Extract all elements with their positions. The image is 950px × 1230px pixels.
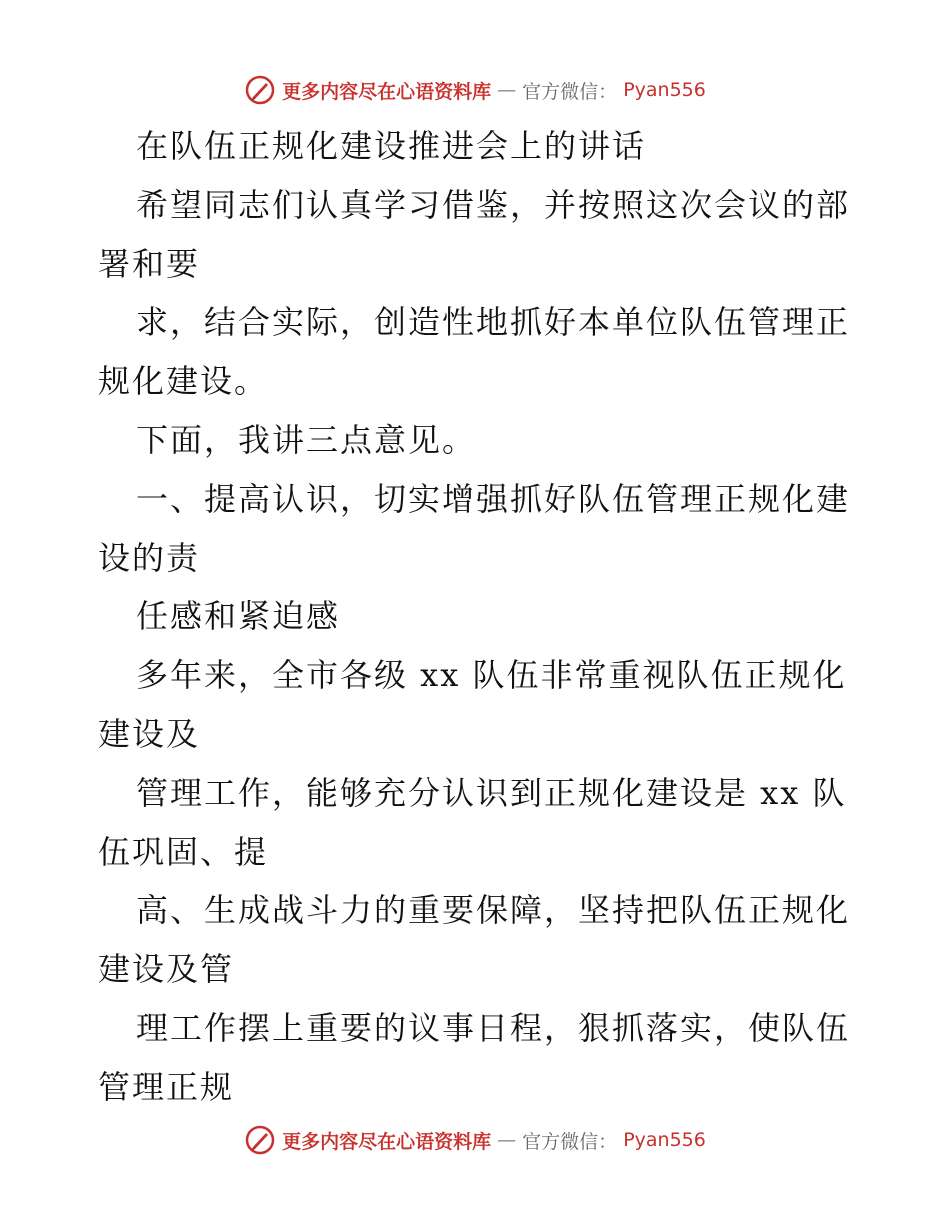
paragraph-line: 建设及 [98, 714, 201, 753]
footer-banner-contact-id: Pyan556 [623, 1129, 706, 1151]
footer-banner-dash: — [497, 1129, 517, 1151]
paragraph-line: 建设及管 [98, 950, 235, 989]
document-body [98, 117, 858, 1117]
footer-banner-content [244, 1124, 706, 1156]
header-banner-contact-label: 官方微信： [522, 80, 618, 103]
quill-pen-icon [244, 1124, 276, 1156]
paragraph-line: 下面，我讲三点意见。 [136, 420, 477, 459]
header-banner [0, 70, 950, 110]
paragraph-line: 伍巩固、提 [98, 832, 269, 871]
paragraph-line: 求，结合实际，创造性地抓好本单位队伍管理正 [136, 303, 851, 342]
quill-pen-icon [244, 74, 276, 106]
paragraph-line: 理工作摆上重要的议事日程，狠抓落实，使队伍 [136, 1008, 851, 1047]
section-heading-line: 一、提高认识，切实增强抓好队伍管理正规化建 [136, 479, 851, 518]
header-banner-dash: — [497, 79, 517, 101]
paragraph-line: 规化建设。 [98, 362, 269, 401]
paragraph-line: 管理工作，能够充分认识到正规化建设是 xx 队 [136, 773, 847, 812]
paragraph-line: 希望同志们认真学习借鉴，并按照这次会议的部 [136, 185, 851, 224]
paragraph-line: 管理正规 [98, 1067, 235, 1106]
section-heading-line: 任感和紧迫感 [136, 597, 341, 636]
document-title: 在队伍正规化建设推进会上的讲话 [136, 127, 647, 165]
header-banner-text: 更多内容尽在心语资料库 [282, 80, 492, 103]
paragraph-line: 多年来，全市各级 xx 队伍非常重视队伍正规化 [136, 656, 847, 695]
footer-banner-contact-label: 官方微信： [522, 1130, 618, 1153]
header-banner-content [244, 74, 706, 106]
section-heading-line: 设的责 [98, 538, 201, 577]
paragraph-line: 高、生成战斗力的重要保障，坚持把队伍正规化 [136, 891, 851, 930]
footer-banner [0, 1120, 950, 1160]
paragraph-line: 署和要 [98, 244, 201, 283]
header-banner-contact-id: Pyan556 [623, 79, 706, 101]
footer-banner-text: 更多内容尽在心语资料库 [282, 1130, 492, 1153]
